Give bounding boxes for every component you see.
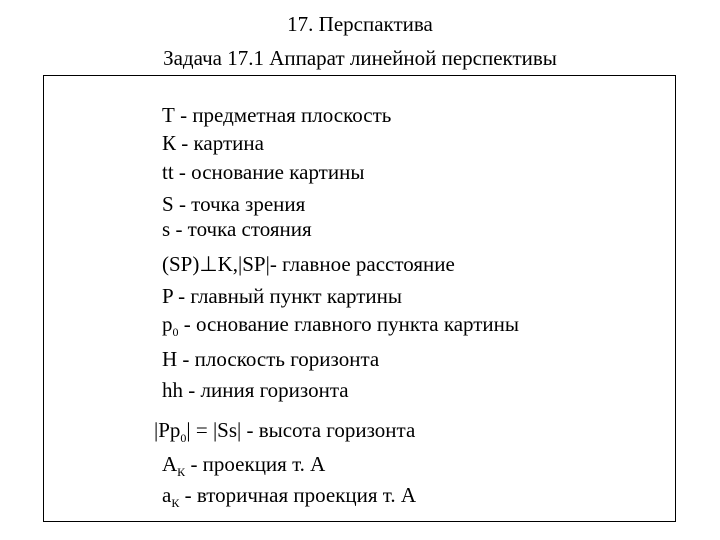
definition-text: - картина [176, 131, 264, 155]
definition-text: - точка зрения [173, 192, 306, 216]
definition-text: - основание главного пункта картины [178, 312, 520, 336]
symbol: P [162, 284, 173, 308]
definition-text: - точка стояния [170, 217, 312, 241]
definition-ak [162, 452, 325, 479]
subscript: 0 [172, 325, 179, 339]
definition-p [162, 284, 402, 308]
symbol: S [162, 192, 174, 216]
definition-t [162, 103, 391, 127]
symbol: (SP)⊥K,|SP| [162, 252, 270, 276]
symbol-continued: | = |Ss| [186, 418, 242, 442]
definition-s-stand [162, 217, 312, 241]
definition-text: - высота горизонта [241, 418, 416, 442]
subscript: К [171, 496, 180, 510]
definition-s-view [162, 192, 305, 216]
definition-k [162, 131, 264, 155]
symbol: H [162, 347, 178, 371]
definition-horizon-height [154, 418, 415, 445]
subscript: К [177, 465, 186, 479]
symbol: A [162, 452, 178, 476]
definition-text: - предметная плоскость [174, 103, 392, 127]
slide-title: 17. Перспактива [287, 12, 433, 36]
definition-text: - главное расстояние [269, 252, 455, 276]
definition-tt [162, 160, 364, 184]
definition-text: - плоскость горизонта [177, 347, 380, 371]
symbol: s [162, 217, 171, 241]
symbol: p [162, 312, 173, 336]
slide-subtitle: Задача 17.1 Аппарат линейной перспективы [163, 46, 557, 70]
symbol: hh [162, 378, 183, 402]
definition-main-distance [162, 252, 455, 276]
definition-text: - основание картины [173, 160, 365, 184]
definition-text: - главный пункт картины [172, 284, 403, 308]
definition-text: - вторичная проекция т. А [179, 483, 417, 507]
definition-text: - линия горизонта [183, 378, 349, 402]
definition-text: - проекция т. А [185, 452, 326, 476]
definition-hh [162, 378, 349, 402]
definition-h [162, 347, 379, 371]
subscript: 0 [180, 431, 187, 445]
definition-p0 [162, 312, 519, 339]
symbol: |Pp [154, 418, 181, 442]
symbol: tt [162, 160, 174, 184]
symbol: К [162, 131, 177, 155]
symbol: a [162, 483, 172, 507]
symbol: Т [162, 103, 175, 127]
definition-ak-secondary [162, 483, 416, 510]
